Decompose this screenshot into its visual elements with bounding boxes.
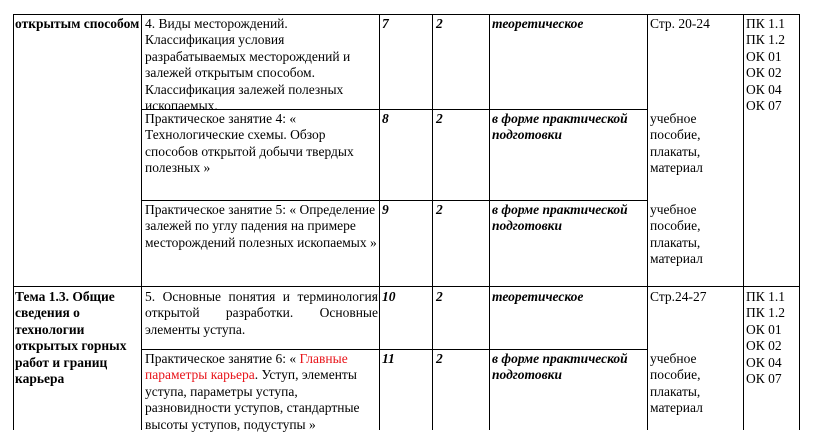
topic-cell-top — [15, 16, 141, 32]
lesson-content-prefix: Практическое занятие 6: « — [145, 351, 300, 366]
content-cell — [145, 351, 379, 433]
competency-item: ОК 07 — [746, 98, 782, 114]
content-cell — [145, 16, 377, 114]
table-divider-source — [743, 14, 744, 430]
competency-item: ПК 1.2 — [746, 305, 786, 321]
lesson-type: в форме практической подготовки — [492, 111, 628, 143]
source-cell — [650, 111, 742, 177]
hours-cell — [436, 289, 486, 305]
type-cell — [492, 351, 646, 384]
type-cell — [492, 111, 646, 144]
competency-item: ОК 04 — [746, 81, 782, 97]
type-cell — [492, 202, 646, 235]
lesson-hours: 2 — [436, 111, 443, 126]
lesson-number: 9 — [382, 202, 389, 217]
lesson-number: 8 — [382, 111, 389, 126]
competency-item: ОК 02 — [746, 65, 782, 81]
table-divider-type — [647, 14, 648, 430]
competency-item: ОК 02 — [746, 338, 782, 354]
competency-item: ОК 01 — [746, 48, 782, 64]
content-cell — [145, 202, 379, 251]
hours-cell — [436, 111, 486, 127]
lesson-content: 5. Основные понятия и терминология открытой разработки. Основные элементы уступа. — [145, 289, 378, 337]
lesson-source: Стр. 20-24 — [650, 16, 710, 31]
source-cell — [650, 351, 742, 417]
source-cell — [650, 16, 742, 32]
lesson-type: в форме практической подготовки — [492, 202, 628, 234]
content-cell — [145, 289, 378, 338]
lesson-content: 4. Виды месторождений. Классификация условия разрабатываемых месторождений и залежей открытым способом. Классификация залежей полезных ископаемых. — [145, 16, 351, 114]
lesson-type: теоретическое — [492, 289, 584, 304]
table-divider-number — [432, 14, 433, 430]
number-cell — [382, 289, 430, 305]
competency-item: ОК 07 — [746, 371, 782, 387]
table-divider-hours — [489, 14, 490, 430]
row-divider-2 — [141, 200, 648, 201]
lesson-hours: 2 — [436, 202, 443, 217]
topic-cell-bottom — [15, 289, 139, 387]
table-divider-topic — [141, 14, 142, 430]
lesson-source: Стр.24-27 — [650, 289, 707, 304]
lesson-content: Практическое занятие 4: « Технологические схемы. Обзор способов открытой добычи твердых полезных » — [145, 111, 354, 176]
type-cell — [492, 289, 646, 305]
content-cell — [145, 111, 379, 177]
lesson-type: в форме практической подготовки — [492, 351, 628, 383]
competency-item: ОК 01 — [746, 321, 782, 337]
lesson-source: учебное пособие, плакаты, материал — [650, 111, 703, 176]
type-cell — [492, 16, 646, 32]
lesson-hours: 2 — [436, 351, 443, 366]
topic-text: открытым способом — [15, 16, 140, 31]
number-cell — [382, 351, 430, 367]
topic-text: Тема 1.3. Общие сведения о технологии открытых горных работ и границ карьера — [15, 289, 127, 387]
hours-cell — [436, 202, 486, 218]
competencies-cell-top — [746, 16, 798, 114]
lesson-hours: 2 — [436, 16, 443, 31]
table-divider-content — [379, 14, 380, 430]
lesson-number: 11 — [382, 351, 395, 366]
row-divider-4 — [141, 349, 648, 350]
number-cell — [382, 111, 430, 127]
hours-cell — [436, 351, 486, 367]
competency-item: ПК 1.1 — [746, 289, 786, 304]
lesson-hours: 2 — [436, 289, 443, 304]
competencies-cell-bottom — [746, 289, 798, 387]
lesson-source: учебное пособие, плакаты, материал — [650, 202, 703, 267]
competency-item: ОК 04 — [746, 354, 782, 370]
lesson-content: Практическое занятие 5: « Определение залежей по углу падения на примере месторождений полезных ископаемых » — [145, 202, 377, 250]
source-cell — [650, 289, 742, 305]
competency-item: ПК 1.1 — [746, 16, 786, 31]
table-border-top — [13, 14, 800, 15]
source-cell — [650, 202, 742, 268]
table-border-right — [799, 14, 800, 430]
table-border-left — [13, 14, 14, 430]
number-cell — [382, 202, 430, 218]
lesson-number: 10 — [382, 289, 396, 304]
number-cell — [382, 16, 430, 32]
lesson-type: теоретическое — [492, 16, 584, 31]
lesson-source: учебное пособие, плакаты, материал — [650, 351, 703, 416]
section-divider — [13, 286, 800, 287]
lesson-content-highlight: Главные параметры карьера — [145, 351, 348, 383]
lesson-number: 7 — [382, 16, 389, 31]
competency-item: ПК 1.2 — [746, 32, 786, 48]
hours-cell — [436, 16, 486, 32]
lesson-content-suffix: . Уступ, элементы уступа, параметры уступа, разновидности уступов, стандартные высоты уступов, подуступы » — [145, 367, 360, 432]
